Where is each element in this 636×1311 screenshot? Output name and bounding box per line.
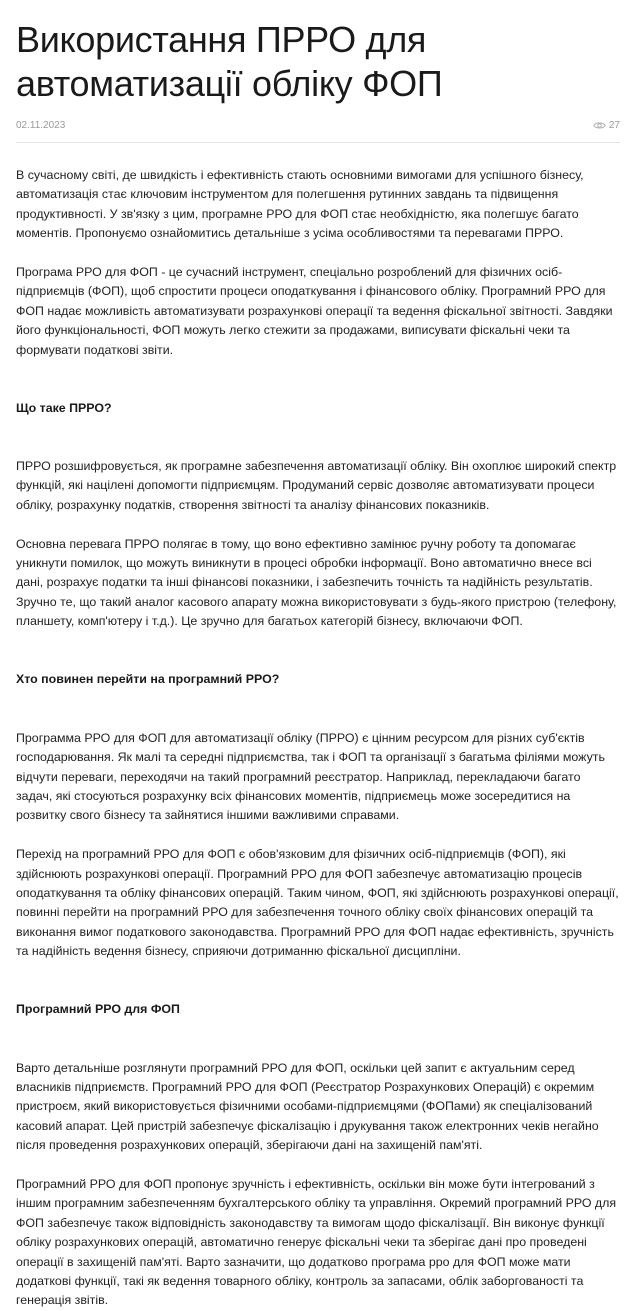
paragraph: Перехід на програмний РРО для ФОП є обов'язковим для фізичних осіб-підприємців (ФОП), які здійснюють розрахункові операції. Програмний РРО для ФОП забезпечує автоматизацію процесів оподаткування та обліку фінансових операцій. Таким чином, ФОП, які здійснюють розрахункові операції, повинні перейти на програмний РРО для забезпечення точного обліку своїх фінансових операцій та виконання вимог податкового законодавства. Програмний РРО для ФОП надає ефективність, зручність та надійність ведення бізнесу, сприяючи дотриманню фіскальної дисципліни. — [16, 847, 619, 959]
section-heading: Що таке ПРРО? — [16, 400, 112, 415]
eye-icon — [593, 121, 606, 130]
paragraph: ПРРО розшифровується, як програмне забезпечення автоматизації обліку. Він охоплює широкий спектр функцій, які націлені допомогти підприємцям. Продуманий сервіс дозволяє автоматизувати процеси обліку, розрахунку податків, створення звітності та аналізу фінансових показників. — [16, 459, 617, 512]
page-title: Використання ПРРО для автоматизації обліку ФОП — [16, 19, 443, 104]
views-count: 27 — [608, 119, 620, 131]
paragraph: Варто детальніше розглянути програмний РРО для ФОП, оскільки цей запит є актуальним серед власників підприємств. Програмний РРО для ФОП (Реєстратор Розрахункових Операцій) є окремим пристроєм, який використовується фізичними особами-підприємцями (ФОПами) як спеціалізований касовий апарат. Цей пристрій забезпечує фіскалізацію і друкування також електронних чеків негайно після проведення розрахункових операцій, зберігаючи дані на захищеній пам'яті. — [16, 1060, 599, 1153]
publish-date: 02.11.2023 — [16, 119, 66, 131]
section-heading: Хто повинен перейти на програмний РРО? — [16, 672, 280, 687]
paragraph: Програмний РРО для ФОП пропонує зручність і ефективність, оскільки він може бути інтегрований з іншим програмним забезпеченням бухгалтерського обліку та управління. Окремий програмний РРО для ФОП забезпечує також відповідність законодавству та вимогам щодо фіскалізації. Він виконує функції обліку розрахункових операцій, автоматично генерує фіскальні чеки та зберігає дані про проведені операції в захищеній пам'яті. Варто зазначити, що додатково програма рро для ФОП може мати додаткові функції, такі як ведення товарного обліку, контроль за запасами, облік заборгованості та генерація звітів. — [16, 1176, 617, 1308]
paragraph: Основна перевага ПРРО полягає в тому, що воно ефективно замінює ручну роботу та допомагає уникнути помилок, що можуть виникнути в процесі обробки інформації. Воно автоматично внесе всі дані, розрахує податки та інші фінансові показники, і забезпечить точність та надійність результатів. Зручно те, що такий аналог касового апарату можна використовувати з будь-якого пристрою (телефону, планшету, комп'ютеру і т.д.). Це зручно для багатьох категорій бізнесу, включаючи ФОП. — [16, 536, 617, 629]
article-body — [16, 166, 620, 1311]
paragraph: Програма РРО для ФОП - це сучасний інструмент, спеціально розроблений для фізичних осіб-підприємців (ФОП), щоб спростити процеси оподаткування і фінансового обліку. Програмний РРО для ФОП надає можливість автоматизувати розрахункові операції та ведення фіскальної звітності. Завдяки його функціональності, ФОП можуть легко стежити за продажами, виписувати фіскальні чеки та формувати податкові звіти. — [16, 265, 613, 357]
section-heading: Програмний РРО для ФОП — [16, 1002, 180, 1017]
views-counter — [593, 120, 620, 131]
paragraph: Программа РРО для ФОП для автоматизації обліку (ПРРО) є цінним ресурсом для різних суб'єктів господарювання. Як малі та середні підприємства, так і ФОП та організації з багатьма філіями можуть відчути переваги, переходячи на такий програмний реєстратор. Наприклад, перекладаючи багато задач, які стосуються розрахунку всіх фінансових моментів, підприємець може зосередитися на розвитку свого бізнесу та зайнятися іншими важливими справами. — [16, 730, 605, 823]
article-meta — [16, 118, 620, 132]
paragraph: В сучасному світі, де швидкість і ефективність стають основними вимогами для успішного бізнесу, автоматизація стає ключовим інструментом для полегшення рутинних завдань та підвищення продуктивності. У зв'язку з цим, програмне РРО для ФОП стає необхідністю, яка полегшує багато моментів. Пропонуємо ознайомитись детальніше з усіма особливостями та перевагами ПРРО. — [16, 168, 584, 241]
divider — [16, 142, 620, 143]
